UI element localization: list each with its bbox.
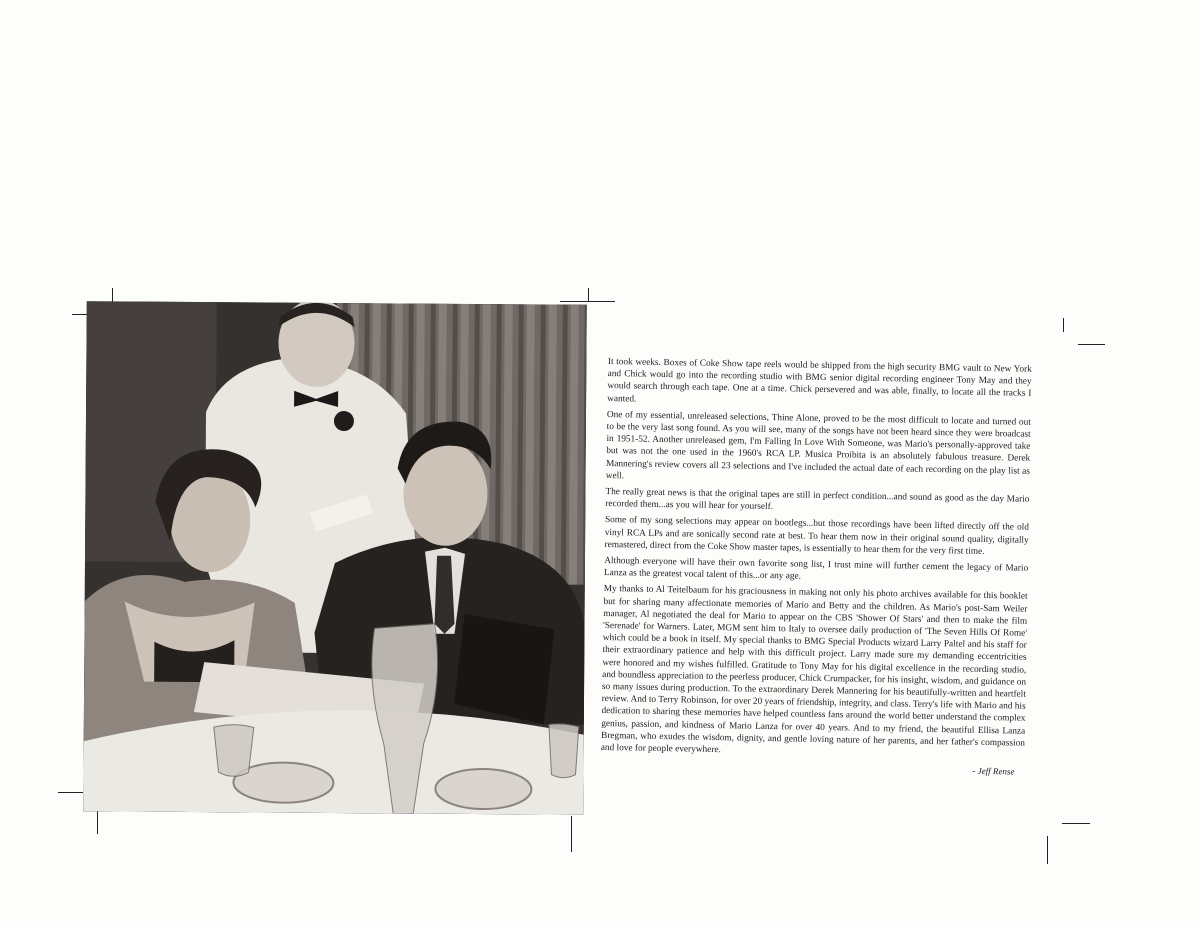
crop-mark xyxy=(1063,318,1064,332)
crop-mark xyxy=(58,792,83,793)
author-signature: - Jeff Rense xyxy=(972,766,1015,777)
crop-mark xyxy=(588,288,589,302)
crop-mark xyxy=(1062,823,1090,824)
paragraph-4: Some of my song selections may appear on bootlegs...but those recordings have been lifted directly off the old vinyl RCA LPs and are sonically second rate at best. To hear them now in their original sound quality, digitally remastered, direct from the Coke Show master tapes, is essentially to hear them for the very first time. xyxy=(604,515,1030,557)
photograph-image xyxy=(83,301,587,814)
paragraph-3: The really great news is that the original tapes are still in perfect condition...and sound as good as the day Mario recorded them...as you will hear for yourself. xyxy=(605,487,1030,513)
crop-mark xyxy=(1047,836,1048,864)
crop-mark xyxy=(112,288,113,302)
paragraph-1: It took weeks. Boxes of Coke Show tape reels would be shipped from the high security BMG vault to New York and Chick would go into the recording studio with BMG senior digital recording engineer Tony May and they would search through each tape. One at a time. Chick persevered and was able, finally, to locate all the tracks I wanted. xyxy=(607,356,1032,405)
crop-mark xyxy=(571,816,572,852)
crop-mark xyxy=(1078,344,1105,345)
paragraph-2: One of my essential, unreleased selections, Thine Alone, proved to be the most difficult to locate and turned out to be the very last song found. As you will see, many of the songs have not been heard since they were broadcast in 1951-52. Another unreleased gem, I'm Falling In Love With Someone, was Mario's personally-approved take but was not the one used in the 1960's RCA LP. Musica Proibita is an absolutely fabulous treasure. Derek Mannering's review covers all 23 selections and I've included the actual date of each recording on the play list as well. xyxy=(605,409,1031,482)
booklet-text xyxy=(600,356,1032,778)
crop-mark xyxy=(97,808,98,834)
paragraph-6: My thanks to Al Teitelbaum for his graciousness in making not only his photo archives available for this booklet but for sharing many affectionate memories of Mario and Betty and the children. As Mario's post-Sam Weiler manager, Al negotiated the deal for Mario to appear on the CBS 'Shower Of Stars' and then to make the film 'Serenade' for Warners. Later, MGM sent him to Italy to oversee daily production of 'The Seven Hills Of Rome' which could be a book in itself. My special thanks to BMG Special Products wizard Larry Paltel and his staff for their extraordinary patience and help with this difficult project. Larry made sure my demanding eccentricities were honored and my wishes fulfilled. Gratitude to Tony May for his digital excellence in the recording studio, and boundless appreciation to the peerless producer, Chick Crumpacker, for his insight, wisdom, and guidance on so many issues during production. To the extraordinary Derek Mannering for his beautifully-written and heartfelt review. And to Terry Robinson, for over 20 years of friendship, integrity, and class. Terry's life with Mario and his dedication to sharing these memories have helped countless fans around the world better understand the complex genius, passion, and kindness of Mario Lanza for over 40 years. And to my friend, the beautiful Ellisa Lanza Bregman, who exudes the wisdom, dignity, and gentle loving nature of her parents, and her father's compassion and love for people everywhere. xyxy=(600,584,1028,756)
paragraph-5: Although everyone will have their own favorite song list, I trust mine will further cement the legacy of Mario Lanza as the greatest vocal talent of this...or any age. xyxy=(603,556,1029,582)
vintage-photograph xyxy=(83,301,587,814)
